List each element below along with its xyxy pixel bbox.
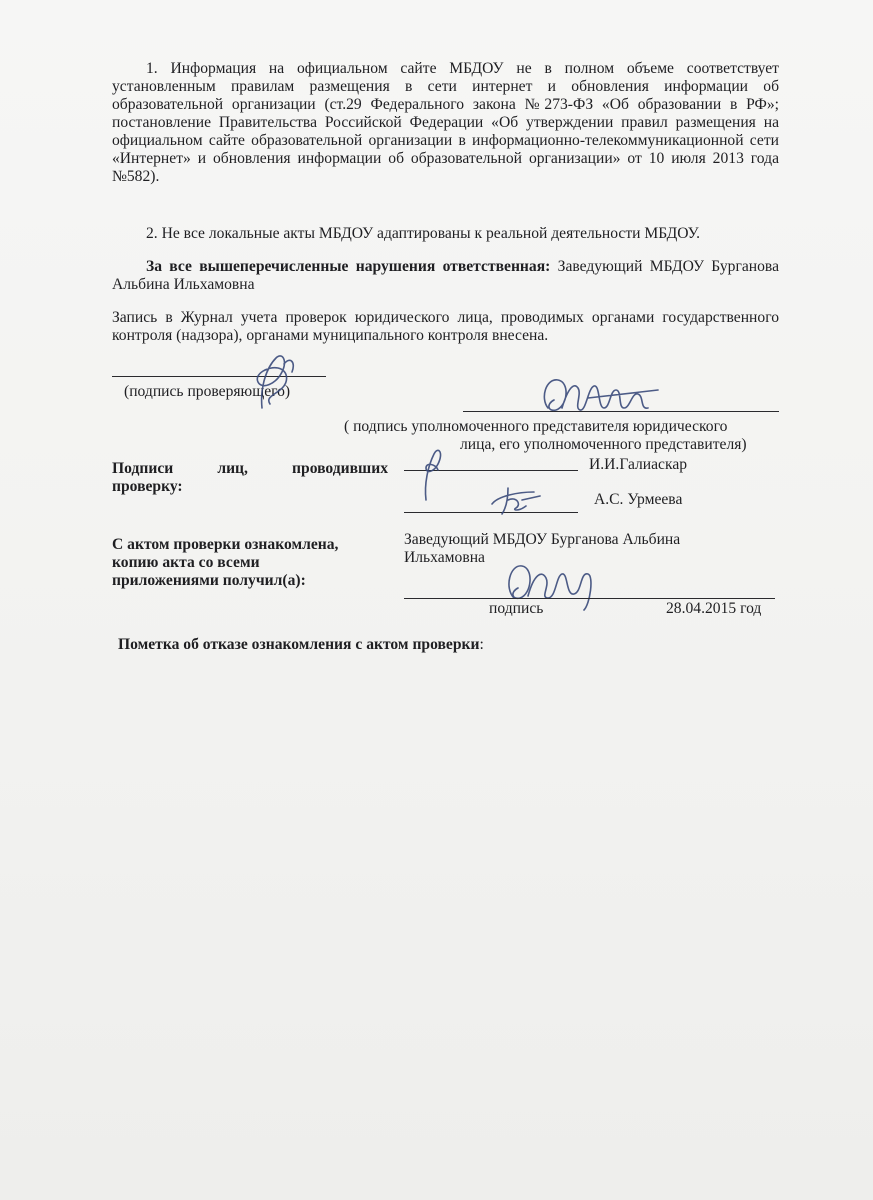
inspector-signature-line [112, 376, 326, 377]
inspectors-label-word3: проводивших [292, 460, 388, 477]
acknowledgement-sign-caption: подпись [489, 600, 544, 617]
acknowledgement-label-line1: С актом проверки ознакомлена, [112, 536, 339, 553]
inspector1-signature-scribble [412, 440, 452, 504]
acknowledgement-label-line2: копию акта со всеми [112, 554, 260, 571]
refusal-note [118, 636, 484, 654]
acknowledgement-signature-line [404, 598, 775, 599]
acknowledgement-person-line2: Ильхамовна [404, 549, 485, 566]
inspectors-label-line1 [112, 460, 388, 478]
inspector1-name: И.И.Галиаскар [589, 456, 688, 473]
refusal-note-label: Пометка об отказе ознакомления с актом проверки [118, 636, 480, 653]
finding-item-2: 2. Не все локальные акты МБДОУ адаптированы к реальной деятельности МБДОУ. [146, 225, 701, 242]
inspector1-signature-line [404, 470, 578, 471]
representative-caption-line2: лица, его уполномоченного представителя) [460, 436, 747, 453]
inspectors-label-word1: Подписи [112, 460, 174, 477]
acknowledgement-date: 28.04.2015 год [666, 600, 762, 617]
responsible-value: Заведующий МБДОУ Бурганова Альбина Ильхамовна [112, 258, 779, 293]
responsible-label: За все вышеперечисленные нарушения ответственная: [146, 258, 551, 275]
inspectors-label-word2: лиц, [217, 460, 248, 477]
journal-note: Запись в Журнал учета проверок юридического лица, проводимых органами государственного контроля (надзора), органами муниципального контроля внесена. [112, 309, 779, 344]
inspector2-signature-line [404, 512, 578, 513]
inspector2-name: А.С. Урмеева [594, 491, 683, 508]
refusal-note-colon: : [479, 636, 484, 653]
acknowledgement-person-line1: Заведующий МБДОУ Бурганова Альбина [404, 531, 681, 548]
finding-item-1: 1. Информация на официальном сайте МБДОУ не в полном объеме соответствует установленным правилам размещения в сети интернет и обновления информации об образовательной организации (ст.29 Федерального закона №273-ФЗ «Об образовании в РФ»; постановление Правительства Российской Федерации «Об утверждении правил размещения на официальном сайте образовательной организации в информационно-телекоммуникационной сети «Интернет» и обновления информации об образовательной организации» от 10 июля 2013 года №582). [112, 60, 779, 185]
responsible-paragraph [112, 258, 779, 294]
inspector-signature-caption: (подпись проверяющего) [124, 383, 291, 400]
representative-caption-line1: ( подпись уполномоченного представителя юридического [344, 418, 728, 435]
representative-signature-line [463, 411, 779, 412]
inspectors-label-line2: проверку: [112, 478, 183, 495]
acknowledgement-label-line3: приложениями получил(а): [112, 572, 306, 589]
inspector-signature-scribble [232, 338, 312, 418]
